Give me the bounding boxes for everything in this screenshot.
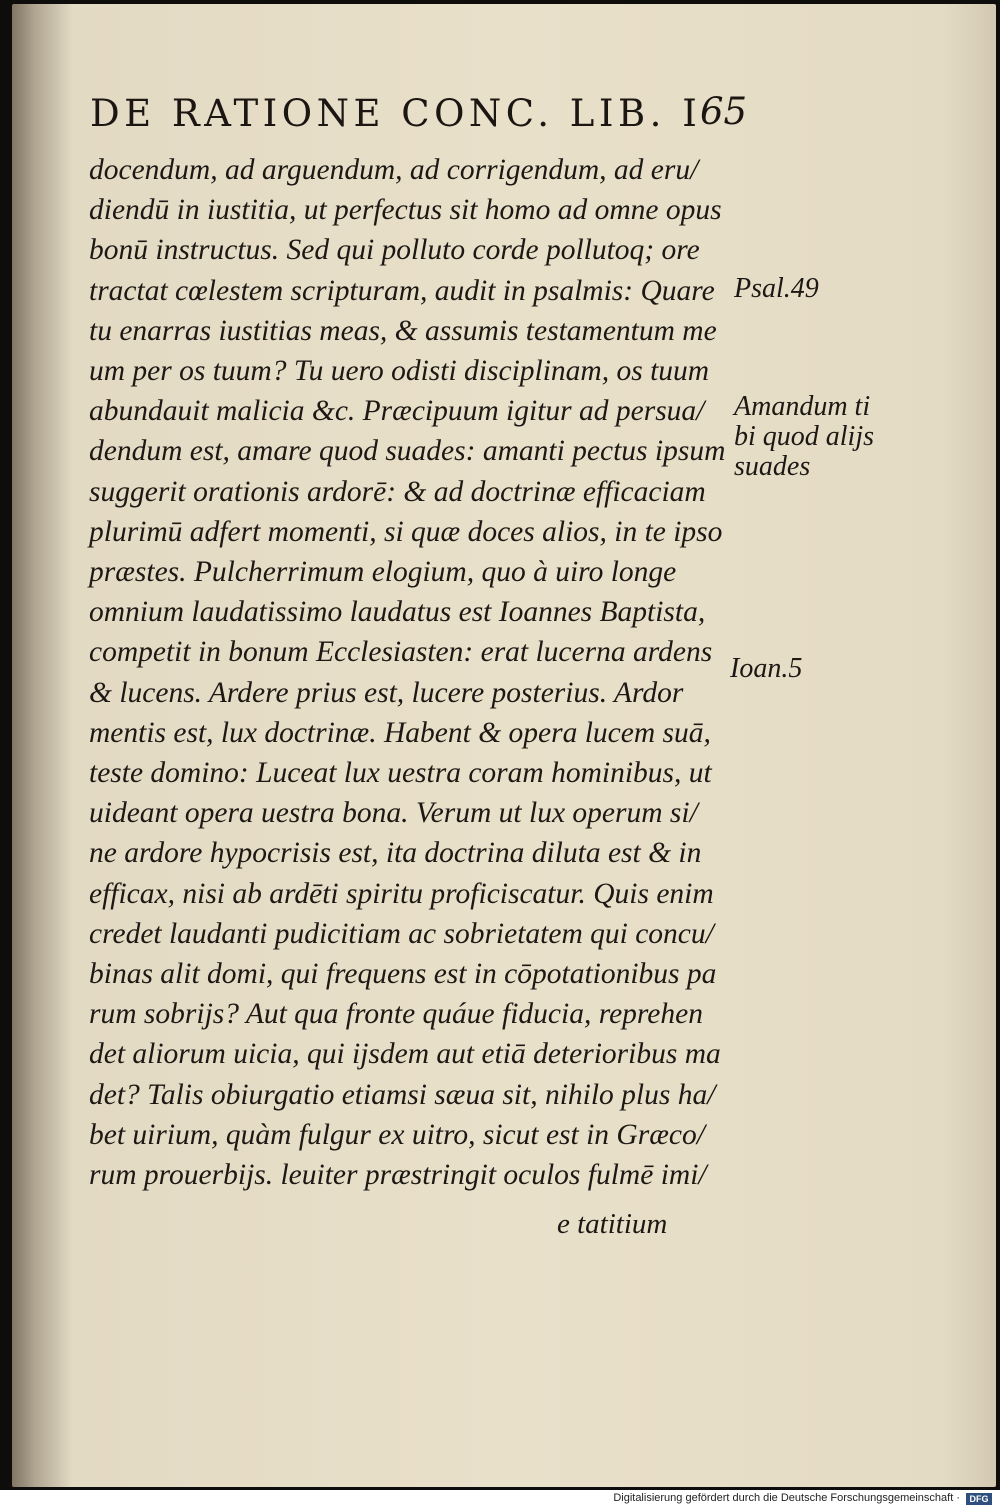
running-head [90,90,748,135]
text-line: rum prouerbijs. leuiter præstringit oculos fulmē imi/ [89,1159,707,1192]
text-line: suggerit orationis ardorē: & ad doctrinæ efficaciam [89,475,706,508]
page-number: 65 [700,90,748,133]
text-line: mentis est, lux doctrinæ. Habent & opera lucem suā, [89,716,711,749]
text-line: docendum, ad arguendum, ad corrigendum, ad eru/ [89,154,699,186]
text-line: rum sobrijs? Aut qua fronte quáue fiducia, reprehen [89,998,703,1031]
text-line: um per os tuum? Tu uero odisti disciplinam, os tuum [89,355,710,388]
margin-note-ioan: Ioan.5 [730,653,803,684]
text-line: teste domino: Luceat lux uestra coram hominibus, ut [89,757,712,790]
text-line: ne ardore hypocrisis est, ita doctrina diluta est & in [89,837,702,870]
text-line: & lucens. Ardere prius est, lucere posterius. Ardor [89,676,684,709]
text-line: abundauit malicia &c. Præcipuum igitur ad persua/ [89,395,705,428]
catchword: e tatitium [557,1208,668,1240]
text-line: binas alit domi, qui frequens est in cōpotationibus pa [89,958,717,991]
margin-note-line: bi quod alijs [734,421,875,452]
text-line: credet laudanti pudicitiam ac sobrietatem qui concu/ [89,917,714,950]
margin-note-amandum [734,392,874,482]
funding-credit: Digitalisierung gefördert durch die Deutsche Forschungsgemeinschaft · [613,1492,960,1504]
text-line: uideant opera uestra bona. Verum ut lux operum si/ [89,797,698,830]
text-line: bet uirium, quàm fulgur ex uitro, sicut est in Græco/ [89,1118,705,1151]
text-line: efficax, nisi ab ardēti spiritu proficiscatur. Quis enim [89,877,714,910]
running-head-title: DE RATIONE CONC. LIB. I [90,92,702,135]
text-line: competit in bonum Ecclesiasten: erat lucerna ardens [89,636,713,669]
margin-note-line: Amandum ti [734,391,871,422]
text-line: tu enarras iustitias meas, & assumis testamentum me [89,314,717,347]
text-line: tractat cœlestem scripturam, audit in psalmis: Quare [89,274,715,307]
footer-bar [0,1490,1000,1509]
text-line: omnium laudatissimo laudatus est Ioannes Baptista, [89,596,706,629]
text-line: dendum est, amare quod suades: amanti pectus ipsum [89,435,726,468]
book-page [12,4,996,1487]
text-line: diendū in iustitia, ut perfectus sit homo ad omne opus [89,194,722,227]
margin-note-line: suades [734,451,811,482]
margin-note-psalm: Psal.49 [734,273,819,304]
text-line: det aliorum uicia, qui ijsdem aut etiā deterioribus ma [89,1038,721,1071]
dfg-logo: DFG [966,1493,992,1505]
binding-shadow [12,4,72,1487]
body-text [89,150,749,1195]
text-line: plurimū adfert momenti, si quæ doces alios, in te ipso [89,515,723,548]
text-line: det? Talis obiurgatio etiamsi sæua sit, nihilo plus ha/ [89,1078,716,1111]
text-line: præstes. Pulcherrimum elogium, quo à uiro longe [89,556,677,589]
text-line: bonū instructus. Sed qui polluto corde pollutoq; ore [89,234,700,267]
